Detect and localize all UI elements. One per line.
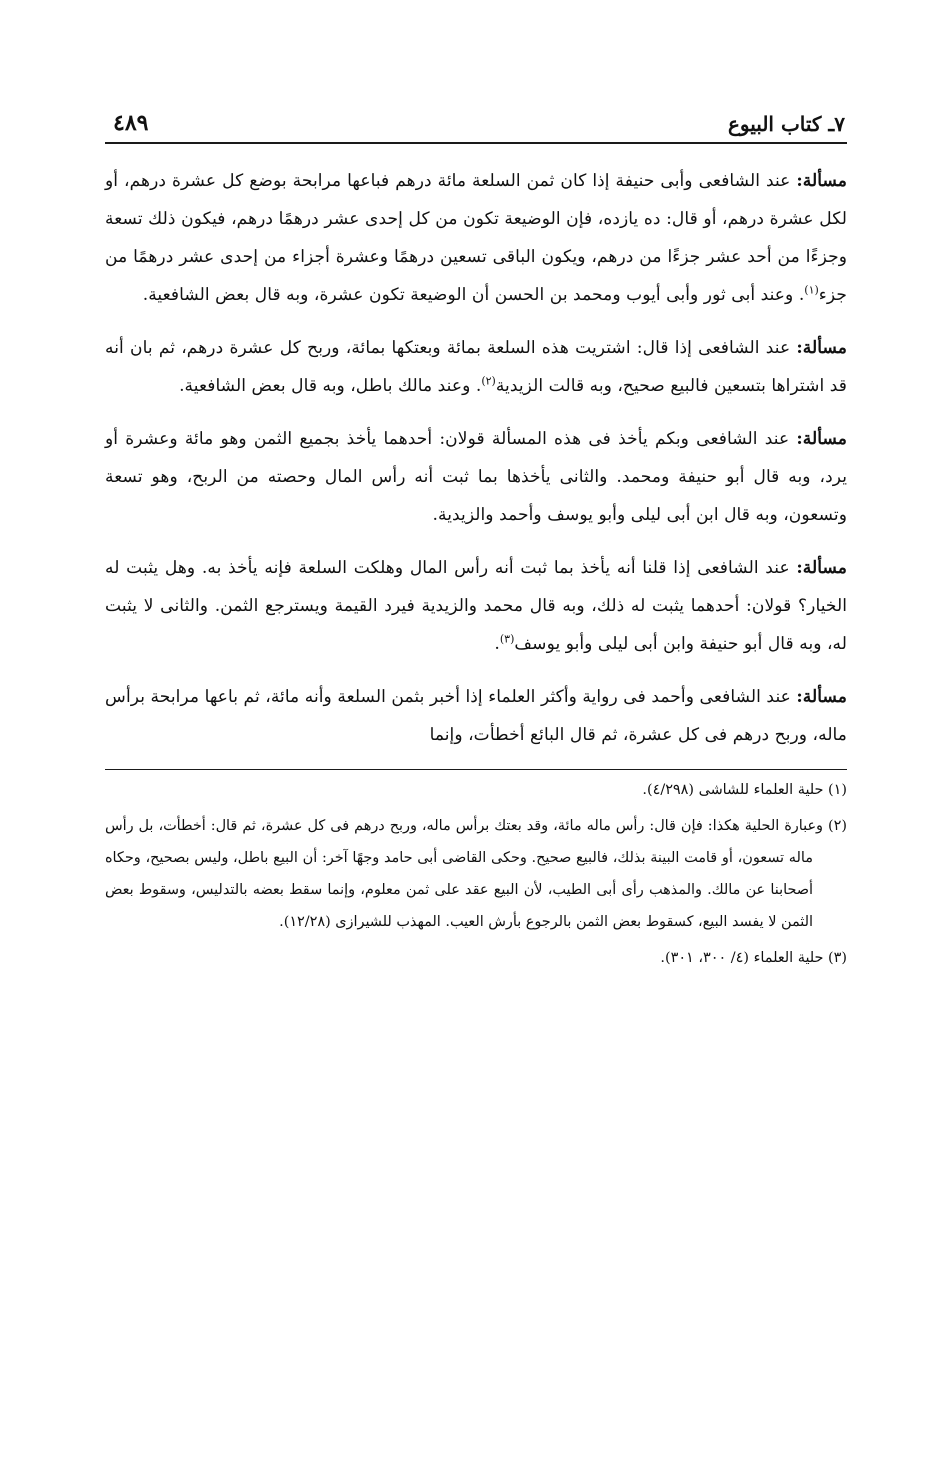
issue-label: مسألة: (796, 171, 847, 191)
issue-label: مسألة: (796, 687, 847, 707)
paragraph-text: عند الشافعى إذا قلنا أنه يأخذ بما ثبت أنه رأس المال وهلكت السلعة فإنه يأخذ به. وهل يثبت له الخيار؟ قولان: أحدهما يثبت له ذلك، وبه قال محمد والزيدية فيرد القيمة ويسترجع الثمن. والثانى لا يثبت له، وبه قال أبو حنيفة وابن أبى ليلى وأبو يوسف (105, 558, 847, 654)
chapter-title: ٧ـ كتاب البيوع (728, 112, 845, 136)
paragraph (105, 420, 847, 534)
footnote-1: (١) حلية العلماء للشاشى (٤/٢٩٨). (642, 782, 847, 798)
footnote-2: (٢) وعبارة الحلية هكذا: فإن قال: رأس ماله مائة، وقد بعتك برأس ماله، وربح درهم فى كل عشرة، ثم قال: أخطأت، بل رأس ماله تسعون، أو قامت البينة بذلك، فالبيع صحيح. وحكى القاضى أبى حامد وجهًا آخر: أن البيع باطل، وليس بصحيح، وحكاه أصحابنا عن مالك. والمذهب رأى أبى الطيب، لأن البيع عقد على ثمن معلوم، وإنما سقط بعضه بالتدليس، وسقوط بعض الثمن لا يفسد البيع، كسقوط بعض الثمن بالرجوع بأرش العيب. المهذب للشيرازى (١٢/٢٨). (105, 818, 847, 930)
paragraph (105, 162, 847, 314)
paragraph-text-continued: . وعند مالك باطل، وبه قال بعض الشافعية. (179, 376, 482, 396)
footnote-reference: (٣) (499, 632, 515, 646)
paragraph-text-continued: . وعند أبى ثور وأبى أيوب ومحمد بن الحسن أن الوضيعة تكون عشرة، وبه قال بعض الشافعية. (142, 285, 805, 305)
paragraph-text: عند الشافعى وأحمد فى رواية وأكثر العلماء إذا أخبر بثمن السلعة وأنه مائة، ثم باعها مرابحة برأس ماله، وربح درهم فى كل عشرة، ثم قال البائع أخطأت، وإنما (105, 687, 847, 745)
issue-label: مسألة: (796, 558, 847, 578)
main-text (105, 162, 847, 754)
page-number: ٤٨٩ (113, 110, 149, 136)
running-header (105, 102, 847, 144)
paragraph (105, 678, 847, 754)
paragraph (105, 549, 847, 663)
footnote-3: (٣) حلية العلماء (٤/ ٣٠٠، ٣٠١). (660, 950, 847, 966)
footnote-reference: (٢) (481, 374, 496, 388)
footnotes (105, 774, 847, 974)
footnote-divider (105, 769, 847, 770)
paragraph-text: عند الشافعى وبكم يأخذ فى هذه المسألة قولان: أحدهما يأخذ بجميع الثمن وهو مائة وعشرة أو يرد، وبه قال أبو حنيفة ومحمد. والثانى يأخذها بما ثبت أنه رأس المال وحصته من الربح، وهو تسعة وتسعون، وبه قال ابن أبى ليلى وأبو يوسف وأحمد والزيدية. (105, 429, 847, 525)
paragraph-text: عند الشافعى إذا قال: اشتريت هذه السلعة بمائة وبعتكها بمائة، وربح كل عشرة درهم، ثم بان أنه قد اشتراها بتسعين فالبيع صحيح، وبه قالت الزيدية (105, 338, 847, 396)
paragraph-text-continued: . (494, 634, 500, 654)
issue-label: مسألة: (796, 429, 847, 449)
book-page (105, 102, 847, 978)
issue-label: مسألة: (796, 338, 847, 358)
footnote-reference: (١) (804, 283, 819, 297)
paragraph-text: عند الشافعى وأبى حنيفة إذا كان ثمن السلعة مائة درهم فباعها مرابحة بوضع كل عشرة درهم، أو لكل عشرة درهم، أو قال: ده يازده، فإن الوضيعة تكون من كل إحدى عشر درهمًا درهم، فيكون ذلك تسعة وجزءًا من أحد عشر جزءًا من درهم، ويكون الباقى تسعين درهمًا وعشرة أجزاء من إحدى عشر درهمًا من جزء (105, 171, 847, 305)
paragraph (105, 329, 847, 405)
